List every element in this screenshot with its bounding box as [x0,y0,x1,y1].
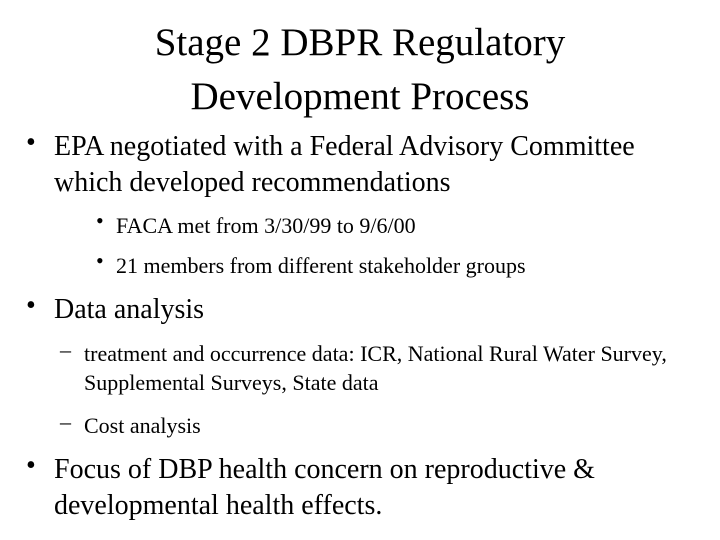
dash-marker: – [60,337,71,362]
dash-item-occurrence-data [60,339,700,397]
bullet-marker: • [26,290,36,321]
bullet-text: Focus of DBP health concern on reproductive & developmental health effects. [54,454,595,521]
dash-marker: – [60,409,71,434]
sub-bullet-text: FACA met from 3/30/99 to 9/6/00 [116,213,416,238]
sub-bullet-faca-dates [96,210,696,242]
sub-bullet-members [96,250,696,282]
dash-text: Cost analysis [84,413,201,438]
dash-item-cost-analysis [60,411,700,440]
bullet-data-analysis [26,292,696,328]
title-line-1: Stage 2 DBPR Regulatory [154,21,566,64]
bullet-text: EPA negotiated with a Federal Advisory Committee which developed recommendations [54,131,635,198]
sub-bullet-marker: • [96,248,104,273]
title-line-2: Development Process [190,75,530,118]
sub-bullet-text: 21 members from different stakeholder groups [116,253,526,278]
bullet-marker: • [26,127,36,158]
bullet-epa-negotiated [26,129,696,201]
bullet-dbp-health-focus [26,452,696,524]
bullet-marker: • [26,450,36,481]
sub-bullet-marker: • [96,208,104,233]
dash-text: treatment and occurrence data: ICR, National Rural Water Survey, Supplemental Surveys, State data [84,341,667,395]
bullet-text: Data analysis [54,294,205,325]
slide-title [40,16,680,124]
